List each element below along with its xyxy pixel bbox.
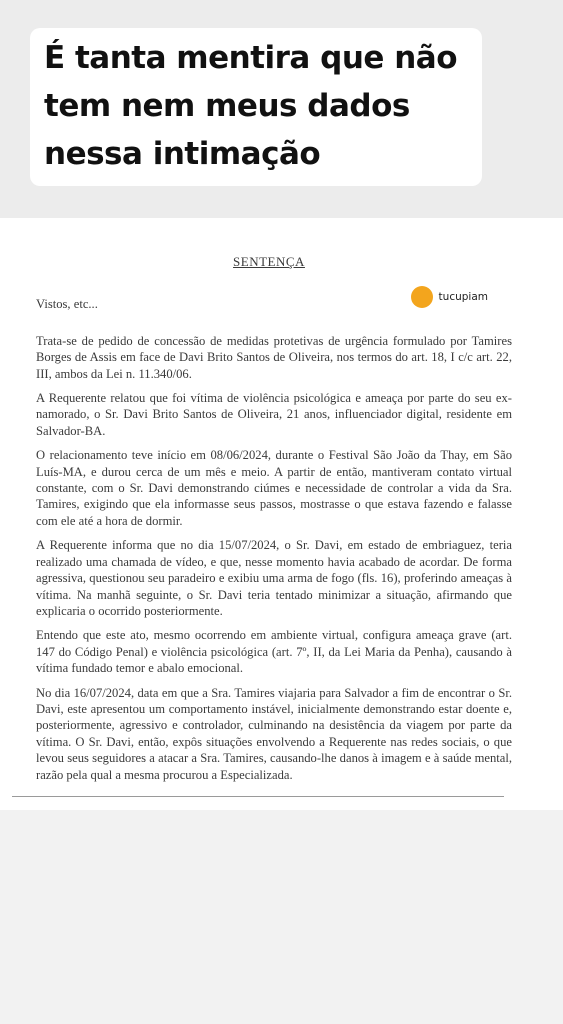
document-paragraph-2: A Requerente relatou que foi vítima de violência psicológica e ameaça por parte do seu ex-namorado, o Sr. Davi Brito Santos de Oliveira, 21 anos, influenciador digital, residente em Salvador-BA. bbox=[36, 391, 512, 438]
document-bottom-rule bbox=[12, 796, 504, 797]
document-photo bbox=[0, 218, 563, 810]
caption-line-1: É tanta mentira que não bbox=[44, 40, 458, 76]
story-caption bbox=[30, 28, 482, 186]
document-paragraph-5: Entendo que este ato, mesmo ocorrendo em ambiente virtual, configura ameaça grave (art. 147 do Código Penal) e violência psicológica (art. 7º, II, da Lei Maria da Penha), causando à vítima fundado temor e abalo emocional. bbox=[36, 628, 512, 676]
watermark-logo-icon bbox=[411, 286, 433, 308]
caption-line-3: nessa intimação bbox=[44, 136, 321, 172]
caption-line-2: tem nem meus dados bbox=[44, 88, 410, 124]
watermark-username: tucupiam bbox=[438, 290, 488, 303]
document-paragraph-6: No dia 16/07/2024, data em que a Sra. Tamires viajaria para Salvador a fim de encontrar o Sr. Davi, este apresentou um comportamento instável, inicialmente demonstrando estar doente e, posteriormente, agressivo e controlador, culminando na desistência da viagem por parte da vítima. O Sr. Davi, então, expôs situações envolvendo a Requerente nas redes sociais, o que levou seus seguidores a atacar a Sra. Tamires, causando-lhe danos à imagem e à saúde mental, razão pela qual a mesma procurou a Especializada. bbox=[36, 685, 512, 782]
document-paragraph-3: O relacionamento teve início em 08/06/2024, durante o Festival São João da Thay, em São Luís-MA, e durou cerca de um mês e meio. A partir de então, mantiveram contato virtual constante, com o Sr. Davi demonstrando ciúmes e necessidade de controlar a vida da Sra. Tamires, exigindo que ela informasse seus passos, mostrasse o que estava fazendo e falasse com ele até a hora de dormir. bbox=[36, 448, 512, 528]
document-paragraph-4: A Requerente informa que no dia 15/07/2024, o Sr. Davi, em estado de embriaguez, teria realizado uma chamada de vídeo, e que, nesse momento havia acabado de acordar. De forma agressiva, questionou seu paradeiro e exibiu uma arma de fogo (fls. 16), proferindo ameaças à vítima. Na manhã seguinte, o Sr. Davi teria tentado minimizar a situação, afirmando que explicaria o ocorrido posteriormente. bbox=[36, 538, 512, 618]
watermark bbox=[411, 286, 488, 308]
document-title: SENTENÇA bbox=[233, 254, 305, 269]
document-paragraph-1: Trata-se de pedido de concessão de medidas protetivas de urgência formulado por Tamires Borges de Assis em face de Davi Brito Santos de Oliveira, nos termos do art. 18, I c/c art. 22, III, ambos da Lei n. 11.340/06. bbox=[36, 333, 512, 381]
court-document bbox=[26, 248, 512, 796]
document-opening: Vistos, etc... bbox=[36, 297, 98, 312]
